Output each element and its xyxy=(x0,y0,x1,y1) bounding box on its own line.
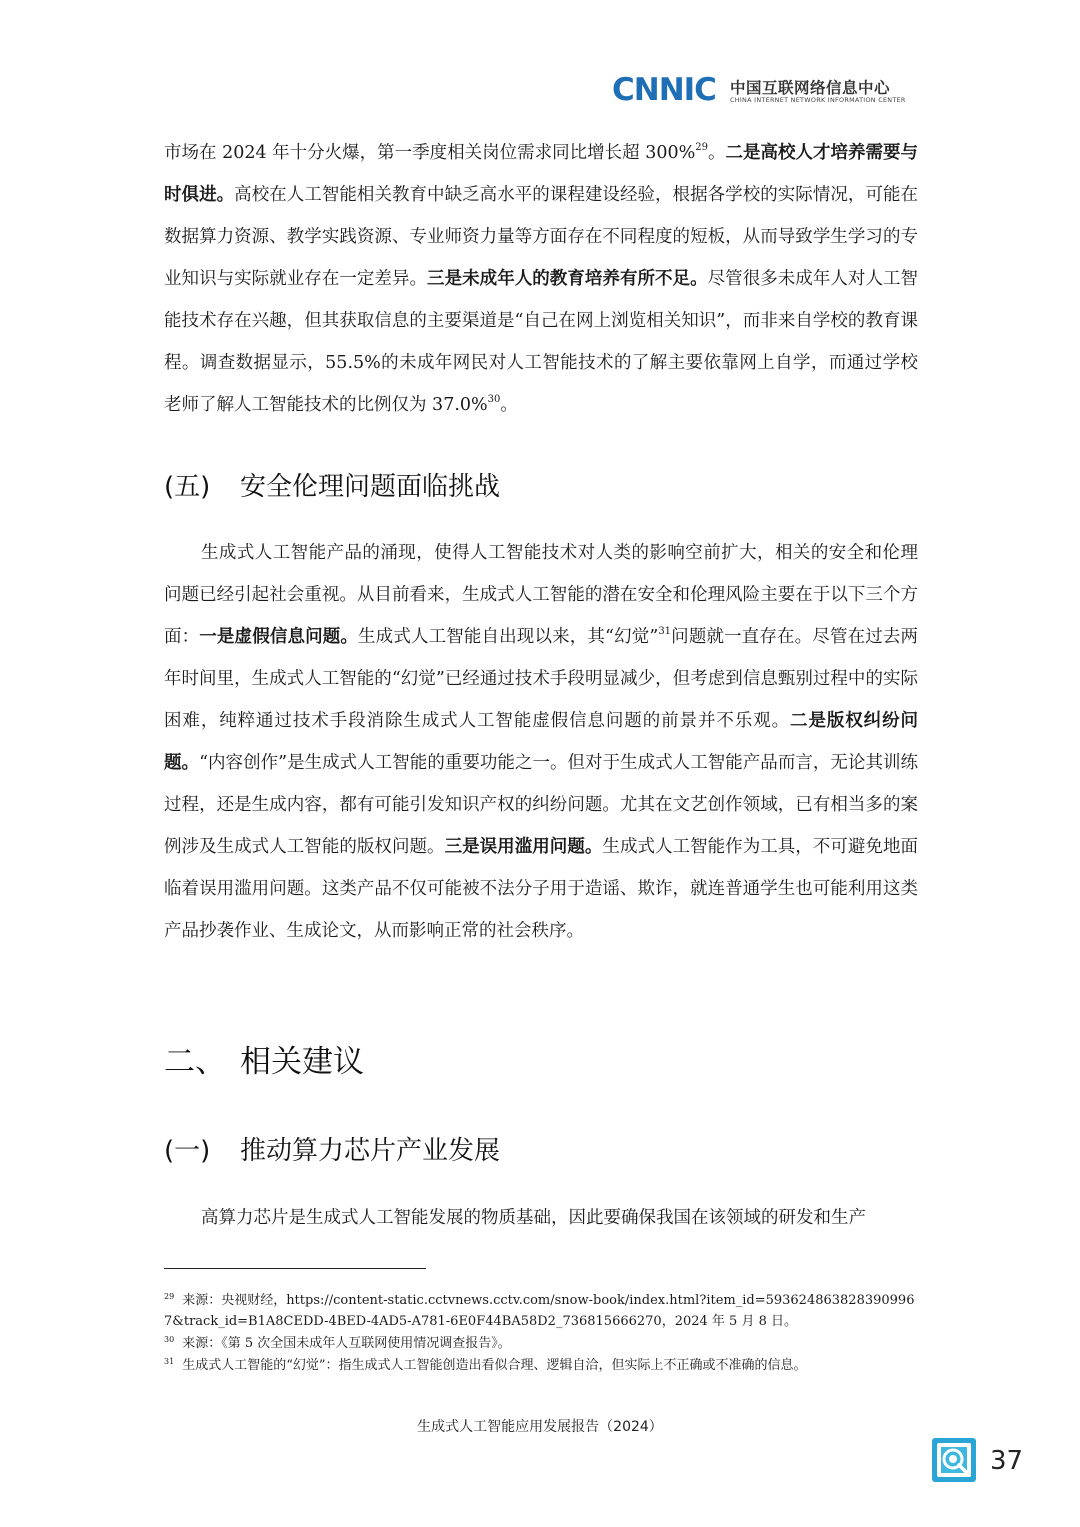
section-number: (一) xyxy=(164,1136,211,1166)
text-run: 。 xyxy=(500,395,518,415)
text-run: 市场在 2024 年十分火爆，第一季度相关岗位需求同比增长超 300% xyxy=(164,143,696,163)
text-run: “内容创作”是生成式人工智能的重要功能之一。但对于生成式人工智能产品而言，无论其训练过程，还是生成内容，都有可能引发知识产权的纠纷问题。尤其在文艺创作领域，已有相当多的案例涉及生成式人工智能的版权问题。 xyxy=(164,753,919,857)
text-run: 生成式人工智能产品的涌现，使得人工智能技术对人类的影响空前扩大，相关的安全和伦理问题已经引起社会重视。从目前看来，生成式人工智能的潜在安全和伦理风险主要在于以下三个方面： xyxy=(164,543,918,647)
text-run: 高校在人工智能相关教育中缺乏高水平的课程建设经验，根据各学校的实际情况，可能在数据算力资源、教学实践资源、专业师资力量等方面存在不同程度的短板，从而导致学生学习的专业知识与实际就业存在一定差异。 xyxy=(164,185,919,289)
body-block-2 xyxy=(164,532,918,952)
chapter-title: 相关建议 xyxy=(240,1044,364,1080)
footnote-number: 30 xyxy=(164,1335,175,1344)
body-block-1 xyxy=(164,132,918,426)
footnote-31 xyxy=(164,1355,918,1376)
footnote-ref: 29 xyxy=(695,142,708,153)
paragraph-chips: 高算力芯片是生成式人工智能发展的物质基础，因此要确保我国在该领域的研发和生产 xyxy=(201,1208,866,1228)
footnote-text: 生成式人工智能的“幻觉”：指生成式人工智能创造出看似合理、逻辑自洽，但实际上不正确或不准确的信息。 xyxy=(182,1358,807,1373)
bold-point: 二是高校人才培养需要与时俱进。 xyxy=(164,143,918,205)
footnotes xyxy=(164,1290,918,1377)
logo-wordmark: CNNIC xyxy=(612,72,716,108)
org-name-cn: 中国互联网络信息中心 xyxy=(730,79,891,97)
section-heading-5 xyxy=(164,470,500,504)
bold-point: 三是误用滥用问题。 xyxy=(444,837,603,857)
text-run: 问题就一直存在。尽管在过去两年时间里，生成式人工智能的“幻觉”已经通过技术手段明显减少，但考虑到信息甄别过程中的实际困难，纯粹通过技术手段消除生成式人工智能虚假信息问题的前景并不乐观。 xyxy=(164,627,918,731)
cnnic-logo xyxy=(612,74,922,110)
footnote-divider xyxy=(164,1268,426,1269)
org-name-en: CHINA INTERNET NETWORK INFORMATION CENTER xyxy=(730,96,906,104)
paragraph-talent xyxy=(164,132,918,426)
text-run: 尽管很多未成年人对人工智能技术存在兴趣，但其获取信息的主要渠道是“自己在网上浏览相关知识”，而非来自学校的教育课程。调查数据显示，55.5%的未成年网民对人工智能技术的了解主要依靠网上自学，而通过学校老师了解人工智能技术的比例仅为 37.0% xyxy=(164,269,919,415)
footnote-number: 31 xyxy=(164,1357,175,1366)
body-block-3 xyxy=(164,1197,918,1239)
text-run: 生成式人工智能自出现以来，其“幻觉” xyxy=(358,627,659,647)
bold-point: 二是版权纠纷问题。 xyxy=(164,711,919,773)
section-number: (五) xyxy=(164,472,211,502)
section-title: 安全伦理问题面临挑战 xyxy=(240,472,501,502)
section-heading-1 xyxy=(164,1134,500,1168)
footnote-ref: 30 xyxy=(487,394,501,405)
footnote-ref: 31 xyxy=(658,626,672,637)
section-title: 推动算力芯片产业发展 xyxy=(240,1136,501,1166)
chapter-heading-2 xyxy=(164,1042,364,1082)
report-search-icon xyxy=(931,1437,977,1483)
page-number: 37 xyxy=(990,1446,1024,1476)
footnote-text: 来源：央视财经，https://content-static.cctvnews.cctv.com/snow-book/index.html?item_id=5936248638283909967&track_id=B1A8CEDD-4BED-4AD5-A781-6E0F44BA58D2_736815666270，2024 年 5 月 8 日。 xyxy=(164,1293,915,1329)
footnote-text: 来源：《第 5 次全国未成年人互联网使用情况调查报告》。 xyxy=(182,1336,511,1351)
footnote-30 xyxy=(164,1333,918,1354)
paragraph-safety-ethics xyxy=(164,532,918,952)
bold-point: 三是未成年人的教育培养有所不足。 xyxy=(427,269,708,289)
bold-point: 一是虚假信息问题。 xyxy=(199,627,359,647)
chapter-number: 二、 xyxy=(164,1044,226,1080)
footnote-number: 29 xyxy=(164,1292,175,1301)
report-title-footer: 生成式人工智能应用发展报告（2024） xyxy=(417,1419,663,1435)
text-run: 生成式人工智能作为工具，不可避免地面临着误用滥用问题。这类产品不仅可能被不法分子用于造谣、欺诈，就连普通学生也可能利用这类产品抄袭作业、生成论文，从而影响正常的社会秩序。 xyxy=(164,837,919,941)
text-run: 。 xyxy=(708,143,726,163)
footnote-29 xyxy=(164,1290,918,1332)
